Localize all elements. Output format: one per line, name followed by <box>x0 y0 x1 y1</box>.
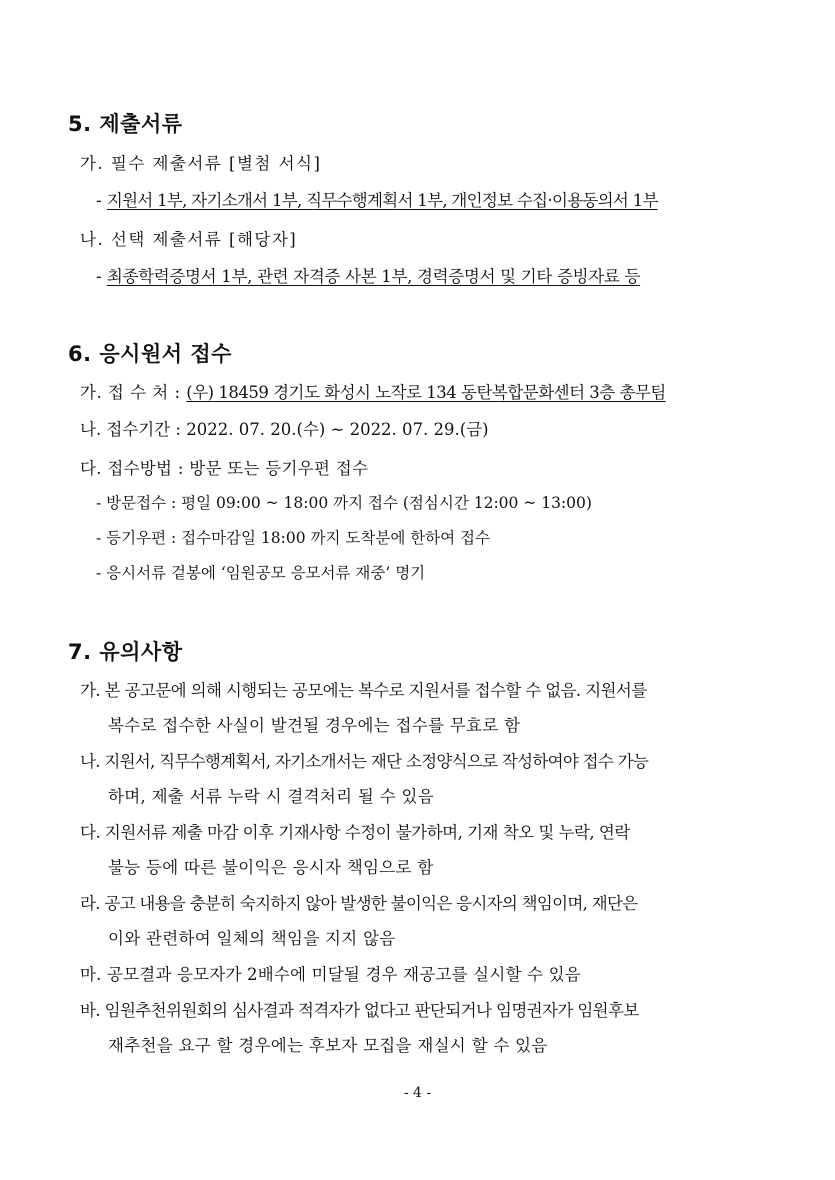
section-heading-7: 7. 유의사항 <box>68 640 183 664</box>
item-5-ga: 가. 필수 제출서류 [별첨 서식] <box>80 154 322 173</box>
item-7-da-cont: 불능 등에 따른 불이익은 응시자 책임으로 함 <box>108 858 434 877</box>
item-6-na: 나. 접수기간 : 2022. 07. 20.(수) ~ 2022. 07. 29.(금) <box>80 420 489 439</box>
item-7-ma: 마. 공모결과 응모자가 2배수에 미달될 경우 재공고를 실시할 수 있음 <box>80 965 581 984</box>
dash-prefix: - <box>96 267 107 286</box>
item-5-ga-detail <box>96 187 658 211</box>
optional-docs-text: 최종학력증명서 1부, 관련 자격증 사본 1부, 경력증명서 및 기타 증빙자료 등 <box>106 267 641 286</box>
item-5-na-detail <box>96 263 640 287</box>
item-7-na: 나. 지원서, 직무수행계획서, 자기소개서는 재단 소정양식으로 작성하여야 접수 가능 <box>80 752 649 771</box>
item-6-da: 다. 접수방법 : 방문 또는 등기우편 접수 <box>80 459 369 478</box>
item-6-da-envelope: - 응시서류 겉봉에 ‘임원공모 응모서류 재중’ 명기 <box>96 564 426 582</box>
item-6-ga <box>80 379 666 403</box>
dash-prefix: - <box>96 191 107 210</box>
address-label: 가. 접 수 처 : <box>80 383 187 402</box>
page-number: - 4 - <box>403 1085 432 1101</box>
item-7-ra: 라. 공고 내용을 충분히 숙지하지 않아 발생한 불이익은 응시자의 책임이며, 재단은 <box>80 894 638 913</box>
item-6-da-visit: - 방문접수 : 평일 09:00 ~ 18:00 까지 접수 (점심시간 12:00 ~ 13:00) <box>96 494 592 512</box>
item-6-da-mail: - 등기우편 : 접수마감일 18:00 까지 도착분에 한하여 접수 <box>96 529 491 547</box>
item-7-ga-cont: 복수로 접수한 사실이 발견될 경우에는 접수를 무효로 함 <box>108 716 521 735</box>
item-7-na-cont: 하며, 제출 서류 누락 시 결격처리 될 수 있음 <box>108 787 434 806</box>
item-7-ra-cont: 이와 관련하여 일체의 책임을 지지 않음 <box>108 929 396 948</box>
address-text: (우) 18459 경기도 화성시 노작로 134 동탄복합문화센터 3층 총무팀 <box>186 383 666 402</box>
item-7-ga: 가. 본 공고문에 의해 시행되는 공모에는 복수로 지원서를 접수할 수 없음. 지원서를 <box>80 681 647 700</box>
item-5-na: 나. 선택 제출서류 [해당자] <box>80 230 298 249</box>
item-7-ba-cont: 재추천을 요구 할 경우에는 후보자 모집을 재실시 할 수 있음 <box>108 1036 548 1055</box>
item-7-ba: 바. 임원추천위원회의 심사결과 적격자가 없다고 판단되거나 임명권자가 임원후보 <box>80 1001 639 1020</box>
item-7-da: 다. 지원서류 제출 마감 이후 기재사항 수정이 불가하며, 기재 착오 및 누락, 연락 <box>80 823 630 842</box>
section-heading-5: 5. 제출서류 <box>68 112 183 136</box>
section-heading-6: 6. 응시원서 접수 <box>68 342 232 366</box>
required-docs-text: 지원서 1부, 자기소개서 1부, 직무수행계획서 1부, 개인정보 수집·이용동의서 1부 <box>106 191 658 210</box>
